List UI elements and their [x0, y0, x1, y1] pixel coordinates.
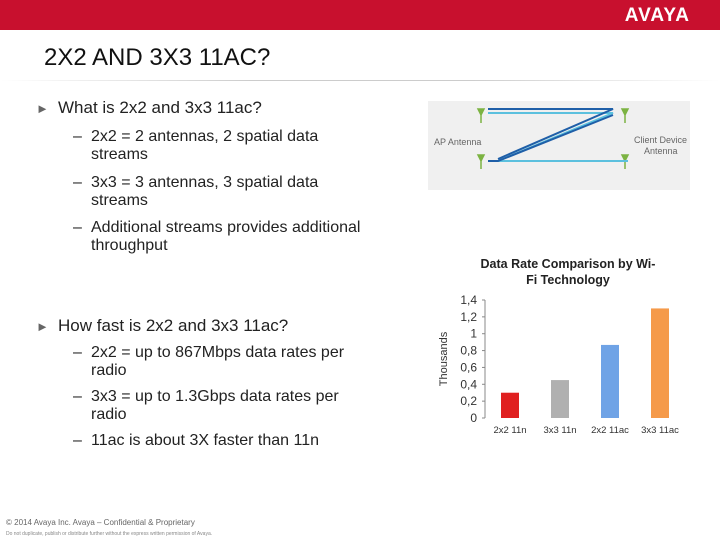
sub-item-2x2-rate: – 2x2 = up to 867Mbps data rates per radio	[73, 344, 345, 379]
client-antenna-label-1: Client Device	[634, 135, 688, 145]
bullet-how-fast	[36, 316, 288, 336]
y-axis-label: Thousands	[438, 331, 450, 387]
client-antenna-label-2: Antenna	[644, 146, 678, 156]
x-tick-label: 3x3 11n	[543, 425, 577, 436]
sub-item-2x2: – 2x2 = 2 antennas, 2 spatial data streams	[73, 128, 319, 163]
sub-item-additional-line2: throughput	[91, 237, 168, 254]
x-tick-label: 2x2 11n	[493, 425, 527, 436]
data-rate-chart-svg	[430, 288, 690, 438]
y-tick-label: 1,4	[460, 293, 477, 307]
chart-title-line1: Data Rate Comparison by Wi-	[480, 257, 656, 271]
sub-item-3x3-rate: – 3x3 = up to 1.3Gbps data rates per radio	[73, 388, 339, 423]
y-tick-label: 0,4	[460, 377, 477, 392]
footer-copyright: © 2014 Avaya Inc. Avaya – Confidential & Proprietary	[6, 518, 195, 527]
sub-item-11ac-faster: – 11ac is about 3X faster than 11n	[73, 432, 320, 449]
y-tick-label: 0,6	[460, 360, 477, 375]
sub-item-3x3: – 3x3 = 3 antennas, 3 spatial data streams	[73, 174, 319, 209]
sub-item-2x2-line1: 2x2 = 2 antennas, 2 spatial data	[91, 128, 319, 145]
y-tick-label: 1	[470, 326, 477, 341]
sub-item-3x3-line2: streams	[91, 192, 148, 209]
sub-item-additional: – Additional streams provides additional throughput	[73, 219, 361, 254]
sub-item-3x3-rate-line2: radio	[91, 406, 127, 423]
ap-antenna-icon	[478, 155, 484, 169]
y-tick-label: 1,2	[460, 309, 477, 324]
sub-item-2x2-rate-line2: radio	[91, 362, 127, 379]
mimo-diagram-svg	[428, 101, 690, 190]
sub-item-11ac-faster-line1: 11ac is about 3X faster than 11n	[91, 432, 320, 449]
bar-2x2-11n	[501, 393, 519, 418]
bullet-arrow-icon: ►	[36, 319, 49, 334]
sub-item-3x3-line1: 3x3 = 3 antennas, 3 spatial data	[91, 174, 319, 191]
slide-title: 2X2 AND 3X3 11AC?	[44, 44, 271, 71]
ap-antenna-icon	[478, 109, 484, 123]
sub-item-2x2-rate-line1: 2x2 = up to 867Mbps data rates per	[91, 344, 345, 361]
bar-3x3-11n	[551, 380, 569, 418]
bullet-what-is-text: What is 2x2 and 3x3 11ac?	[58, 98, 262, 117]
bullet-what-is	[36, 98, 262, 118]
x-tick-label: 3x3 11ac	[641, 425, 679, 436]
footer-disclaimer: Do not duplicate, publish or distribute further without the express written permission of Avaya.	[6, 531, 213, 537]
x-tick-label: 2x2 11ac	[591, 425, 629, 436]
ap-antenna-label: AP Antenna	[434, 137, 482, 147]
bar-2x2-11ac	[601, 345, 619, 418]
client-antenna-icon	[622, 109, 628, 123]
y-tick-label: 0	[470, 411, 477, 425]
bullet-arrow-icon: ►	[36, 101, 49, 116]
chart-title	[448, 256, 688, 288]
stream-line-b2	[488, 115, 613, 161]
sub-item-2x2-line2: streams	[91, 146, 148, 163]
sub-item-additional-line1: Additional streams provides additional	[91, 219, 361, 236]
sub-item-3x3-rate-line1: 3x3 = up to 1.3Gbps data rates per	[91, 388, 339, 405]
chart-title-line2: Fi Technology	[526, 273, 610, 287]
stream-line-b	[488, 109, 613, 159]
bar-3x3-11ac	[651, 308, 669, 418]
mimo-diagram	[428, 101, 690, 190]
y-tick-label: 0,2	[460, 394, 477, 409]
header-bar	[0, 0, 720, 30]
title-divider	[0, 80, 720, 81]
data-rate-chart	[430, 288, 690, 443]
avaya-logo: AVAYA	[624, 5, 690, 26]
bullet-how-fast-text: How fast is 2x2 and 3x3 11ac?	[58, 316, 289, 335]
y-tick-label: 0,8	[460, 343, 477, 358]
